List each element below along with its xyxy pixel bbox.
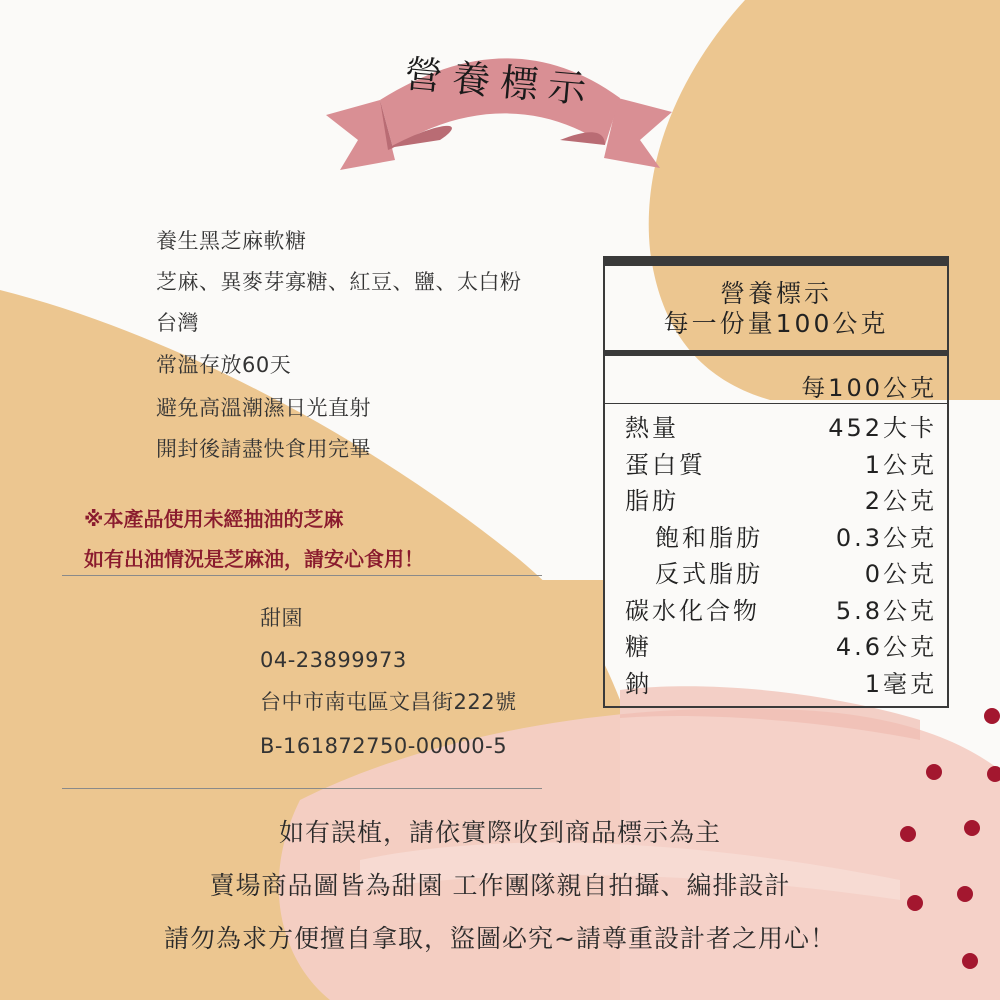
per-100g-header: 每100公克 [801,374,937,402]
nutrition-row [605,591,947,625]
nutrient-name: 熱量 [625,414,679,442]
nutrition-row [605,481,947,515]
nutrition-row [605,518,947,552]
shelf-life-value: 常溫存放60天 [156,353,292,377]
footer-line1: 如有誤植，請依實際收到商品標示為主 [278,818,721,847]
divider-top [62,575,542,576]
nutrient-name: 碳水化合物 [625,596,760,625]
footer-line3: 請勿為求方便擅自拿取，盜圖必究~請尊重設計者之用心！ [164,924,836,953]
nutrient-value: 0.3公克 [835,523,937,552]
nutrient-value: 1公克 [864,450,937,479]
phone-value: 04-23899973 [260,648,407,672]
nutrition-row [605,408,947,442]
nutrient-name: 鈉 [625,669,652,698]
storage-line1: 避免高溫潮濕日光直射 [156,396,371,420]
nutrient-value: 4.6公克 [835,633,937,661]
notice-line2: 如有出油情況是芝麻油，請安心食用！ [84,547,424,571]
address-value: 台中市南屯區文昌街222號 [260,690,517,714]
divider-bottom [62,788,542,789]
maker-value: 甜園 [260,606,303,630]
nutrient-name: 蛋白質 [625,450,706,479]
nutrient-value: 2公克 [864,487,937,515]
ingredients-value: 芝麻、異麥芽寡糖、紅豆、鹽、太白粉 [156,270,522,294]
nutrition-table [603,256,949,708]
table-thin-rule [605,403,947,404]
ribbon-banner [326,52,672,170]
nutrient-value: 1毫克 [864,669,937,698]
nutrition-row [605,627,947,661]
nutrient-name: 糖 [625,633,652,661]
table-top-bar [605,258,947,266]
origin-value: 台灣 [156,311,199,335]
nutrition-row [605,445,947,479]
notice-line1: ※本產品使用未經抽油的芝麻 [84,507,344,531]
banner-title: 營養標示 [402,51,598,113]
nutrient-name: 脂肪 [625,487,679,515]
nutrient-value: 0公克 [864,560,937,588]
nutrition-title: 營養標示 [719,279,832,308]
registration-value: B-161872750-00000-5 [260,734,508,758]
nutrition-row [605,554,947,588]
nutrient-value: 5.8公克 [835,596,937,625]
footer-line2: 賣場商品圖皆為甜園 工作團隊親自拍攝、編排設計 [209,871,791,900]
nutrition-row [605,664,947,698]
nutrient-value: 452大卡 [828,414,937,442]
storage-line2: 開封後請盡快食用完畢 [156,437,371,461]
nutrition-serving: 每一份量100公克 [663,309,889,338]
nutrient-name: 飽和脂肪 [655,523,763,552]
name-value: 養生黑芝麻軟糖 [156,229,307,253]
table-mid-bar [605,350,947,356]
nutrient-name: 反式脂肪 [655,560,763,588]
